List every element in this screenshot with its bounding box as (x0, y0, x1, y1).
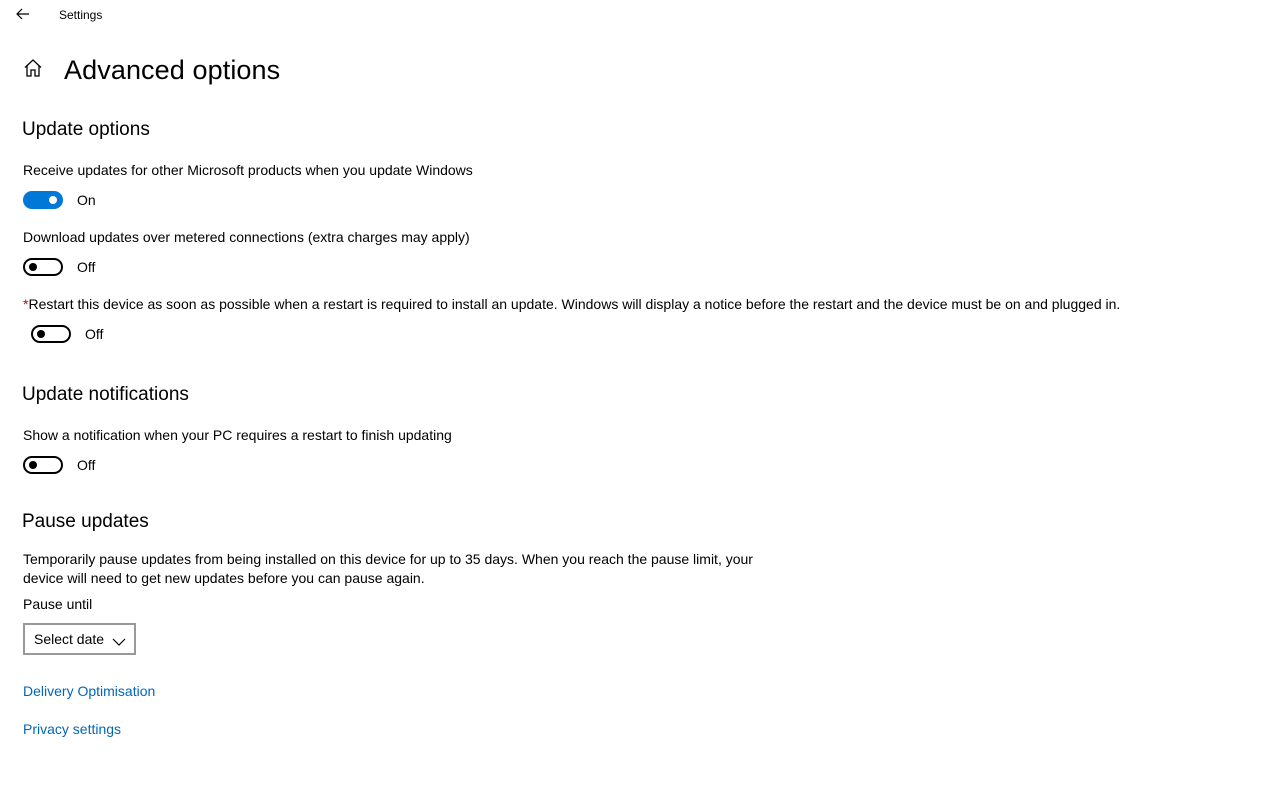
pause-description-line-2: device will need to get new updates before you can pause again. (23, 570, 425, 586)
restart-notification-toggle[interactable] (23, 456, 63, 474)
restart-asap-text: Restart this device as soon as possible when a restart is required to install an update. Windows will display a notice before the restart and the device must be on and plugged in. (28, 296, 1121, 312)
toggle-state-text: Off (77, 259, 96, 275)
required-mark: * (23, 296, 29, 312)
receive-other-products-toggle[interactable] (23, 191, 63, 209)
dropdown-value: Select date (34, 631, 105, 647)
pause-description-line-1: Temporarily pause updates from being installed on this device for up to 35 days. When you reach the pause limit, your (23, 551, 753, 567)
delivery-optimisation-link[interactable]: Delivery Optimisation (23, 683, 156, 699)
restart-asap-toggle[interactable] (31, 325, 71, 343)
receive-other-products-label: Receive updates for other Microsoft products when you update Windows (23, 162, 473, 178)
back-button[interactable] (8, 2, 38, 30)
toggle-state-text: On (77, 192, 96, 208)
toggle-state-text: Off (77, 457, 96, 473)
toggle-knob (49, 196, 57, 204)
pause-until-dropdown[interactable] (23, 623, 136, 655)
toggle-knob (29, 263, 37, 271)
restart-asap-label (23, 296, 1120, 312)
metered-download-setting (23, 257, 95, 277)
privacy-settings-link[interactable]: Privacy settings (23, 721, 122, 737)
home-button[interactable] (22, 59, 44, 81)
section-title-update-options: Update options (22, 119, 150, 140)
restart-notification-setting (23, 455, 95, 475)
chevron-down-icon (112, 634, 126, 644)
restart-asap-setting (31, 324, 103, 344)
page-header (22, 50, 280, 90)
page-title: Advanced options (64, 54, 281, 85)
section-title-pause-updates: Pause updates (22, 511, 149, 532)
pause-until-label: Pause until (23, 596, 93, 612)
metered-download-label: Download updates over metered connections (extra charges may apply) (23, 229, 470, 245)
metered-download-toggle[interactable] (23, 258, 63, 276)
toggle-knob (29, 461, 37, 469)
home-icon (23, 58, 43, 83)
toggle-state-text: Off (85, 326, 104, 342)
receive-other-products-setting (23, 190, 96, 210)
title-bar (0, 0, 1280, 32)
toggle-knob (37, 330, 45, 338)
section-title-update-notifications: Update notifications (22, 384, 189, 405)
window-title: Settings (59, 8, 103, 22)
pause-updates-description (23, 550, 803, 588)
restart-notification-label: Show a notification when your PC requires a restart to finish updating (23, 427, 452, 443)
back-arrow-icon (16, 7, 30, 25)
